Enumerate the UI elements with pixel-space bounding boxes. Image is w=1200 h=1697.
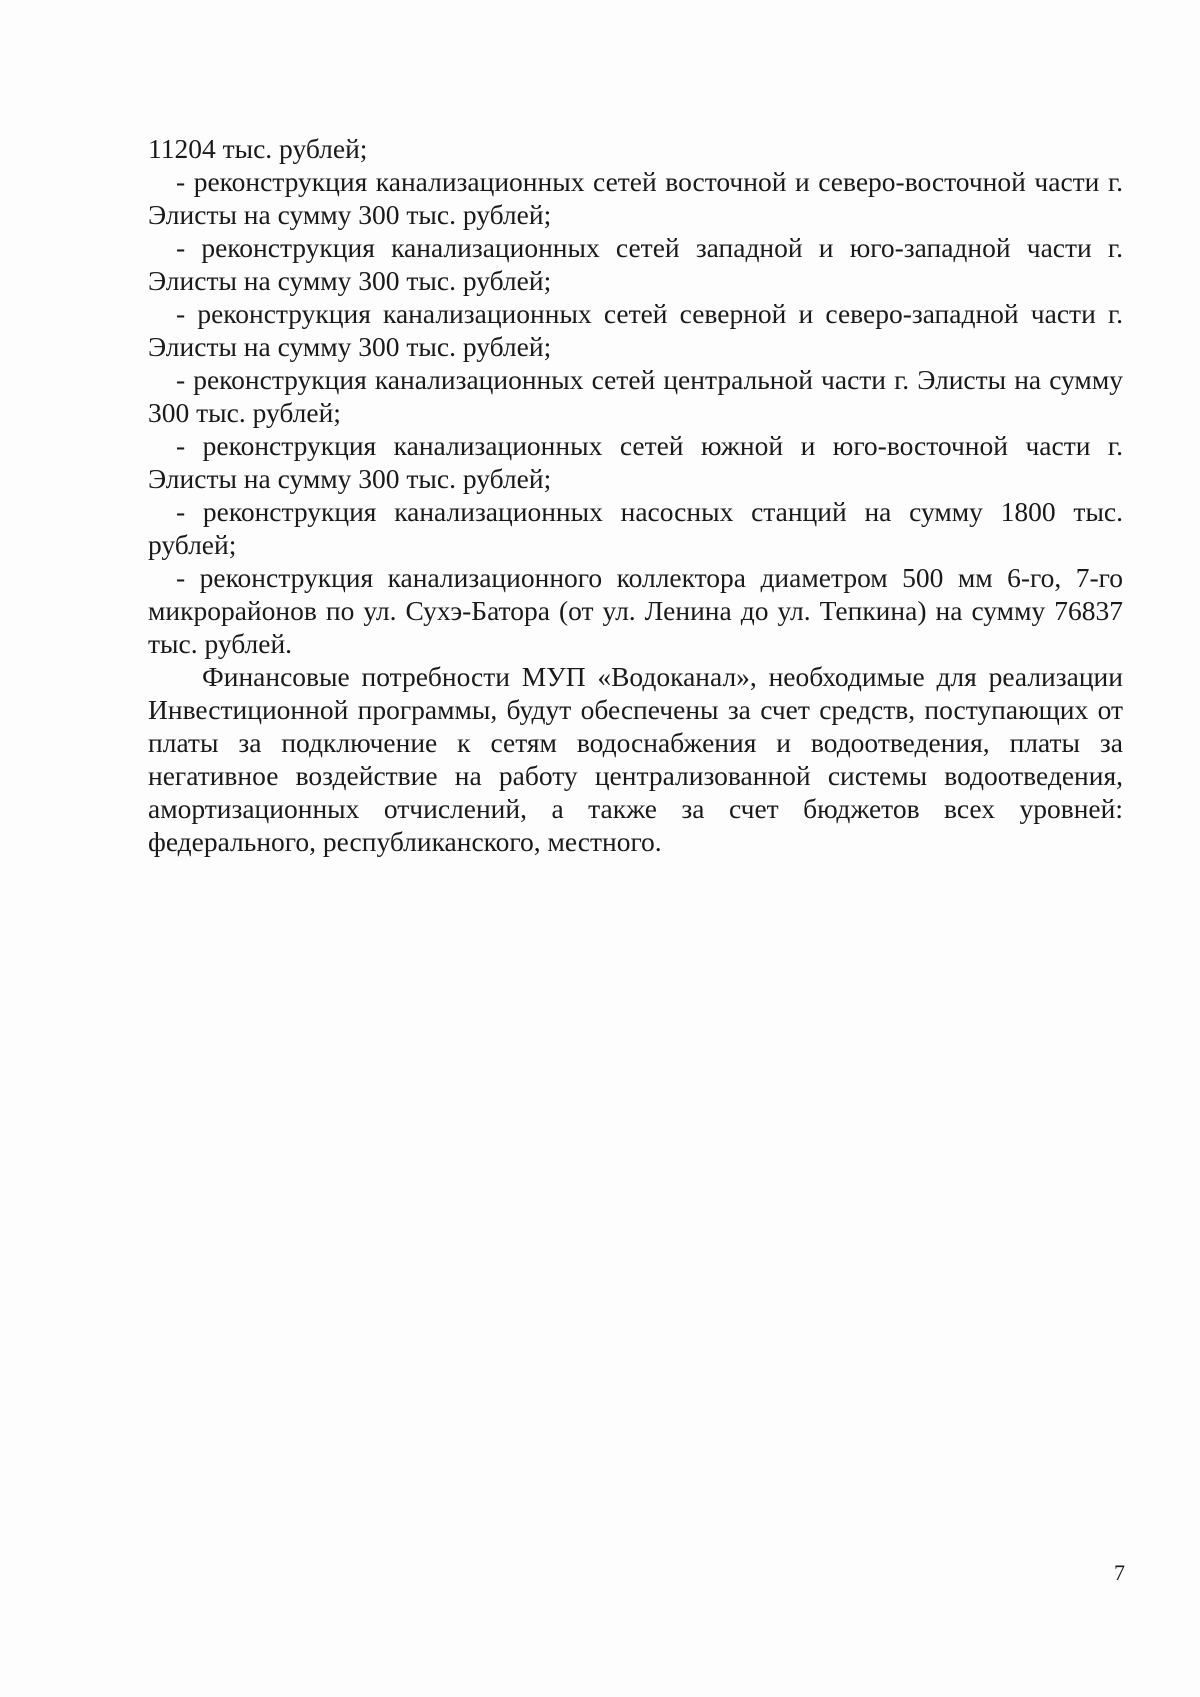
list-item: - реконструкция канализационного коллектора диаметром 500 мм 6-го, 7-го микрорайонов по ул. Сухэ-Батора (от ул. Ленина до ул. Тепкина) на сумму 76837 тыс. рублей. (148, 562, 1123, 659)
page-number: 7 (1114, 1560, 1125, 1585)
continuation-line: 11204 тыс. рублей; (148, 133, 368, 164)
list-item: - реконструкция канализационных сетей северной и северо-западной части г. Элисты на сумму 300 тыс. рублей; (148, 298, 1123, 362)
financing-paragraph: Финансовые потребности МУП «Водоканал», необходимые для реализации Инвестиционной программы, будут обеспечены за счет средств, поступающих от платы за подключение к сетям водоснабжения и водоотведения, платы за негативное воздействие на работу централизованной системы водоотведения, амортизационных отчислений, а также за счет бюджетов всех уровней: федерального, республиканского, местного. (148, 661, 1123, 857)
document-body (148, 132, 1123, 858)
list-item: - реконструкция канализационных сетей южной и юго-восточной части г. Элисты на сумму 300 тыс. рублей; (148, 430, 1123, 494)
list-item: - реконструкция канализационных сетей западной и юго-западной части г. Элисты на сумму 300 тыс. рублей; (148, 232, 1123, 296)
list-item: - реконструкция канализационных насосных станций на сумму 1800 тыс. рублей; (148, 496, 1123, 560)
list-item: - реконструкция канализационных сетей центральной части г. Элисты на сумму 300 тыс. рублей; (148, 364, 1123, 428)
list-item: - реконструкция канализационных сетей восточной и северо-восточной части г. Элисты на сумму 300 тыс. рублей; (148, 166, 1123, 230)
